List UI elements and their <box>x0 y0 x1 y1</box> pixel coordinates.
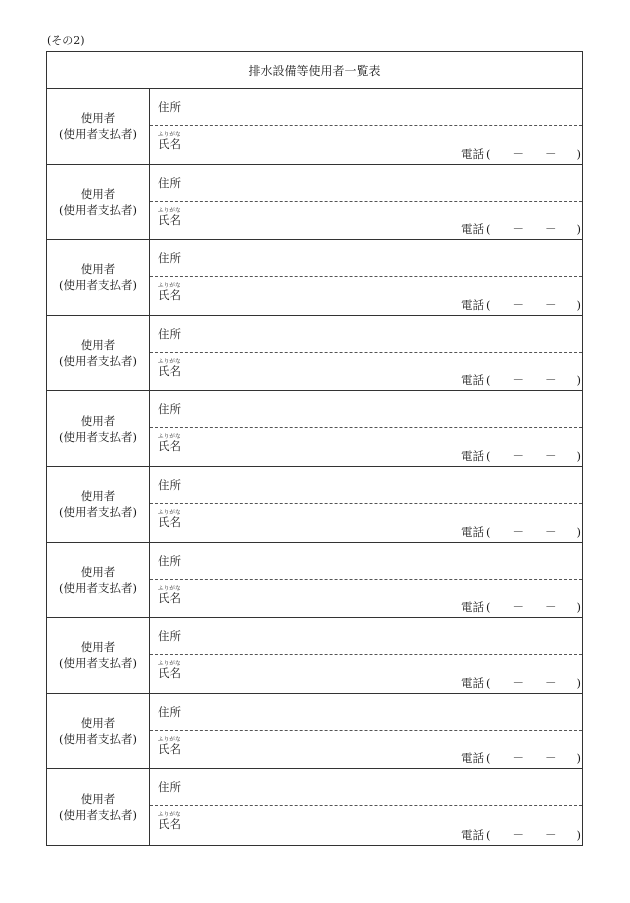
phone-label: 電話 <box>461 675 484 690</box>
name-label: 氏名 <box>158 288 181 303</box>
user-info-cell <box>150 316 582 391</box>
address-label: 住所 <box>158 553 181 568</box>
user-list-table <box>46 51 583 846</box>
phone-close-paren: ) <box>576 146 581 161</box>
phone-label: 電話 <box>461 827 484 842</box>
name-with-furigana <box>158 132 181 151</box>
phone-label: 電話 <box>461 373 484 388</box>
user-info-cell <box>150 89 582 164</box>
phone-dash: － <box>512 675 524 690</box>
user-info-cell <box>150 165 582 240</box>
user-info-cell <box>150 467 582 542</box>
address-field[interactable] <box>150 165 582 202</box>
phone-open-paren: ( <box>486 751 491 766</box>
form-title: 排水設備等使用者一覧表 <box>47 52 582 89</box>
user-label: 使用者 <box>80 111 116 126</box>
name-with-furigana <box>158 812 181 831</box>
user-label: 使用者 <box>80 186 116 201</box>
address-label: 住所 <box>158 402 181 417</box>
user-entry <box>47 316 582 392</box>
user-label: 使用者 <box>80 413 116 428</box>
name-field[interactable] <box>150 126 582 164</box>
user-label: 使用者 <box>80 640 116 655</box>
phone-dash: － <box>545 675 557 690</box>
address-label: 住所 <box>158 175 181 190</box>
phone-dash: － <box>512 751 524 766</box>
user-info-cell <box>150 618 582 693</box>
phone-close-paren: ) <box>576 222 581 237</box>
user-info-cell <box>150 543 582 618</box>
user-sub-label: (使用者支払者) <box>59 354 137 369</box>
user-label-cell <box>47 240 150 315</box>
user-label-cell <box>47 391 150 466</box>
phone-dash: － <box>512 146 524 161</box>
furigana-label: ふりがな <box>158 661 181 668</box>
user-info-cell <box>150 694 582 769</box>
phone-close-paren: ) <box>576 827 581 842</box>
phone-open-paren: ( <box>486 448 491 463</box>
furigana-label: ふりがな <box>158 736 181 743</box>
user-entry <box>47 391 582 467</box>
address-label: 住所 <box>158 704 181 719</box>
phone-open-paren: ( <box>486 222 491 237</box>
user-info-cell <box>150 391 582 466</box>
phone-dash: － <box>512 222 524 237</box>
name-label: 氏名 <box>158 817 181 832</box>
user-label: 使用者 <box>80 338 116 353</box>
phone-dash: － <box>512 524 524 539</box>
phone-field[interactable] <box>461 599 581 615</box>
phone-close-paren: ) <box>576 675 581 690</box>
phone-dash: － <box>545 751 557 766</box>
address-field[interactable] <box>150 467 582 504</box>
user-label-cell <box>47 618 150 693</box>
phone-label: 電話 <box>461 600 484 615</box>
phone-dash: － <box>512 373 524 388</box>
name-field[interactable] <box>150 655 582 693</box>
address-field[interactable] <box>150 391 582 428</box>
address-label: 住所 <box>158 100 181 114</box>
user-entry <box>47 240 582 316</box>
name-field[interactable] <box>150 731 582 769</box>
name-label: 氏名 <box>158 439 181 454</box>
user-sub-label: (使用者支払者) <box>59 656 137 671</box>
phone-dash: － <box>545 297 557 312</box>
user-entry <box>47 165 582 241</box>
furigana-label: ふりがな <box>158 132 181 138</box>
name-field[interactable] <box>150 504 582 542</box>
user-label-cell <box>47 769 150 845</box>
furigana-label: ふりがな <box>158 358 181 365</box>
furigana-label: ふりがな <box>158 283 181 290</box>
name-with-furigana <box>158 434 181 453</box>
phone-dash: － <box>545 600 557 615</box>
user-entry <box>47 89 582 165</box>
phone-close-paren: ) <box>576 600 581 615</box>
user-info-cell <box>150 240 582 315</box>
phone-dash: － <box>512 827 524 842</box>
phone-dash: － <box>512 448 524 463</box>
user-label-cell <box>47 543 150 618</box>
phone-close-paren: ) <box>576 297 581 312</box>
user-entry <box>47 467 582 543</box>
name-with-furigana <box>158 737 181 756</box>
name-with-furigana <box>158 510 181 529</box>
furigana-label: ふりがな <box>158 585 181 592</box>
phone-dash: － <box>545 524 557 539</box>
name-field[interactable] <box>150 806 582 845</box>
user-sub-label: (使用者支払者) <box>59 580 137 595</box>
phone-label: 電話 <box>461 524 484 539</box>
user-label-cell <box>47 694 150 769</box>
name-label: 氏名 <box>158 363 181 378</box>
phone-open-paren: ( <box>486 675 491 690</box>
address-field[interactable] <box>150 89 582 126</box>
user-sub-label: (使用者支払者) <box>59 127 137 142</box>
user-entry <box>47 543 582 619</box>
phone-open-paren: ( <box>486 373 491 388</box>
phone-dash: － <box>512 600 524 615</box>
name-field[interactable] <box>150 353 582 391</box>
name-field[interactable] <box>150 428 582 466</box>
user-sub-label: (使用者支払者) <box>59 278 137 293</box>
page-label: (その2) <box>47 34 85 47</box>
user-label: 使用者 <box>80 564 116 579</box>
user-label-cell <box>47 165 150 240</box>
name-with-furigana <box>158 586 181 605</box>
name-label: 氏名 <box>158 137 181 151</box>
user-label-cell <box>47 467 150 542</box>
address-field[interactable] <box>150 316 582 353</box>
phone-label: 電話 <box>461 222 484 237</box>
phone-open-paren: ( <box>486 297 491 312</box>
furigana-label: ふりがな <box>158 812 181 819</box>
name-label: 氏名 <box>158 666 181 681</box>
phone-open-paren: ( <box>486 146 491 161</box>
user-entry <box>47 618 582 694</box>
user-label: 使用者 <box>80 489 116 504</box>
address-label: 住所 <box>158 251 181 266</box>
phone-open-paren: ( <box>486 524 491 539</box>
user-label: 使用者 <box>80 716 116 731</box>
user-sub-label: (使用者支払者) <box>59 505 137 520</box>
name-with-furigana <box>158 359 181 378</box>
phone-field[interactable] <box>461 524 581 540</box>
user-label-cell <box>47 316 150 391</box>
phone-label: 電話 <box>461 146 484 161</box>
furigana-label: ふりがな <box>158 509 181 516</box>
phone-dash: － <box>545 146 557 161</box>
name-field[interactable] <box>150 580 582 618</box>
name-label: 氏名 <box>158 514 181 529</box>
name-with-furigana <box>158 283 181 302</box>
name-with-furigana <box>158 208 181 227</box>
phone-label: 電話 <box>461 448 484 463</box>
phone-dash: － <box>512 297 524 312</box>
entries-container <box>47 89 582 845</box>
phone-dash: － <box>545 222 557 237</box>
phone-close-paren: ) <box>576 524 581 539</box>
user-label: 使用者 <box>80 792 116 807</box>
phone-close-paren: ) <box>576 751 581 766</box>
user-entry <box>47 694 582 770</box>
phone-field[interactable] <box>461 827 581 843</box>
name-label: 氏名 <box>158 212 181 227</box>
address-field[interactable] <box>150 240 582 277</box>
phone-dash: － <box>545 373 557 388</box>
user-label: 使用者 <box>80 262 116 277</box>
phone-field[interactable] <box>461 448 581 464</box>
address-field[interactable] <box>150 769 582 806</box>
user-sub-label: (使用者支払者) <box>59 808 137 823</box>
user-info-cell <box>150 769 582 845</box>
phone-field[interactable] <box>461 750 581 766</box>
furigana-label: ふりがな <box>158 434 181 441</box>
phone-dash: － <box>545 448 557 463</box>
user-sub-label: (使用者支払者) <box>59 732 137 747</box>
phone-field[interactable] <box>461 221 581 237</box>
user-label-cell <box>47 89 150 164</box>
phone-field[interactable] <box>461 675 581 691</box>
address-label: 住所 <box>158 326 181 341</box>
phone-field[interactable] <box>461 297 581 313</box>
address-field[interactable] <box>150 543 582 580</box>
user-entry <box>47 769 582 845</box>
phone-field[interactable] <box>461 146 581 162</box>
name-field[interactable] <box>150 202 582 240</box>
address-field[interactable] <box>150 618 582 655</box>
phone-label: 電話 <box>461 297 484 312</box>
phone-open-paren: ( <box>486 827 491 842</box>
address-label: 住所 <box>158 780 181 795</box>
user-sub-label: (使用者支払者) <box>59 429 137 444</box>
address-field[interactable] <box>150 694 582 731</box>
name-with-furigana <box>158 661 181 680</box>
user-sub-label: (使用者支払者) <box>59 202 137 217</box>
phone-field[interactable] <box>461 372 581 388</box>
address-label: 住所 <box>158 629 181 644</box>
name-field[interactable] <box>150 277 582 315</box>
furigana-label: ふりがな <box>158 207 181 214</box>
address-label: 住所 <box>158 477 181 492</box>
name-label: 氏名 <box>158 590 181 605</box>
phone-label: 電話 <box>461 751 484 766</box>
name-label: 氏名 <box>158 741 181 756</box>
phone-dash: － <box>545 827 557 842</box>
phone-close-paren: ) <box>576 373 581 388</box>
phone-open-paren: ( <box>486 600 491 615</box>
phone-close-paren: ) <box>576 448 581 463</box>
